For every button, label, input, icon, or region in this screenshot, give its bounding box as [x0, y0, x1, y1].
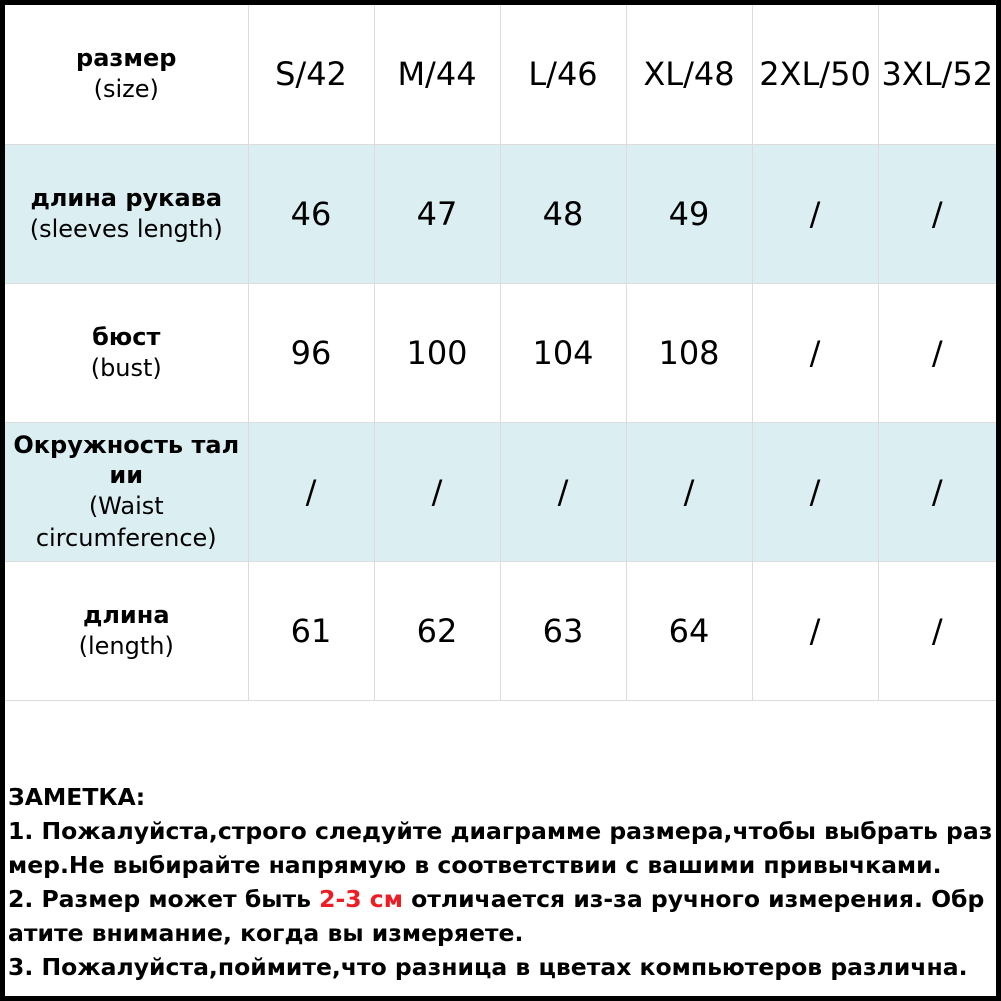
table-cell: 46 — [248, 144, 374, 283]
note-line: атите внимание, когда вы измеряете. — [8, 919, 524, 947]
size-label-en: (size) — [93, 75, 159, 104]
notes-title: ЗАМЕТКА: — [8, 783, 146, 811]
size-header-cell: S/42 — [248, 5, 374, 144]
table-cell: / — [878, 561, 996, 700]
row-label-cell — [5, 144, 248, 283]
table-cell: 96 — [248, 283, 374, 422]
row-label-ru-line2: ии — [109, 460, 144, 489]
bust-row — [5, 283, 996, 422]
table-cell: 49 — [626, 144, 752, 283]
sleeve-length-row — [5, 144, 996, 283]
size-header-cell: 2XL/50 — [752, 5, 878, 144]
table-cell: 48 — [500, 144, 626, 283]
table-cell: 104 — [500, 283, 626, 422]
table-cell: / — [878, 422, 996, 561]
row-label-ru: бюст — [92, 322, 161, 351]
note-text: 2. Размер может быть — [8, 885, 320, 913]
size-header-cell: L/46 — [500, 5, 626, 144]
note-line: мер.Не выбирайте напрямую в соответствии с вашими привычками. — [8, 851, 942, 879]
length-row — [5, 561, 996, 700]
row-label-ru-line1: Окружность тал — [13, 430, 240, 459]
table-cell: / — [626, 422, 752, 561]
note-line: 3. Пожалуйста,поймите,что разница в цветах компьютеров различна. — [8, 953, 968, 981]
tolerance-highlight: 2-3 см — [319, 885, 403, 913]
waist-row — [5, 422, 996, 561]
row-label-ru: длина рукава — [30, 183, 223, 212]
table-cell: / — [374, 422, 500, 561]
table-cell: 100 — [374, 283, 500, 422]
table-cell: 64 — [626, 561, 752, 700]
row-label-ru: длина — [82, 600, 170, 629]
table-cell: 61 — [248, 561, 374, 700]
header-label-cell — [5, 5, 248, 144]
table-cell: 62 — [374, 561, 500, 700]
row-label-cell — [5, 283, 248, 422]
table-cell: 63 — [500, 561, 626, 700]
row-label-en-line1: (Waist — [88, 491, 164, 520]
notes-block — [8, 780, 993, 984]
size-header-cell: XL/48 — [626, 5, 752, 144]
size-header-cell: M/44 — [374, 5, 500, 144]
table-cell: / — [248, 422, 374, 561]
note-line: 1. Пожалуйста,строго следуйте диаграмме размера,чтобы выбрать раз — [8, 817, 993, 845]
table-cell: / — [878, 283, 996, 422]
row-label-en: (bust) — [90, 353, 162, 382]
table-cell: / — [752, 422, 878, 561]
table-cell: / — [752, 561, 878, 700]
note-line — [8, 882, 993, 916]
table-cell: / — [752, 144, 878, 283]
table-cell: 47 — [374, 144, 500, 283]
size-label-ru: размер — [76, 44, 177, 73]
size-header-cell: 3XL/52 — [878, 5, 996, 144]
size-table — [5, 5, 996, 701]
row-label-en: (sleeves length) — [29, 214, 223, 243]
table-cell: / — [500, 422, 626, 561]
row-label-en-line2: circumference) — [35, 523, 217, 552]
table-cell: / — [878, 144, 996, 283]
row-label-cell — [5, 561, 248, 700]
table-cell: 108 — [626, 283, 752, 422]
header-row — [5, 5, 996, 144]
note-text: отличается из-за ручного измерения. Обр — [402, 885, 985, 913]
row-label-en: (length) — [78, 631, 174, 660]
table-cell: / — [752, 283, 878, 422]
row-label-cell — [5, 422, 248, 561]
